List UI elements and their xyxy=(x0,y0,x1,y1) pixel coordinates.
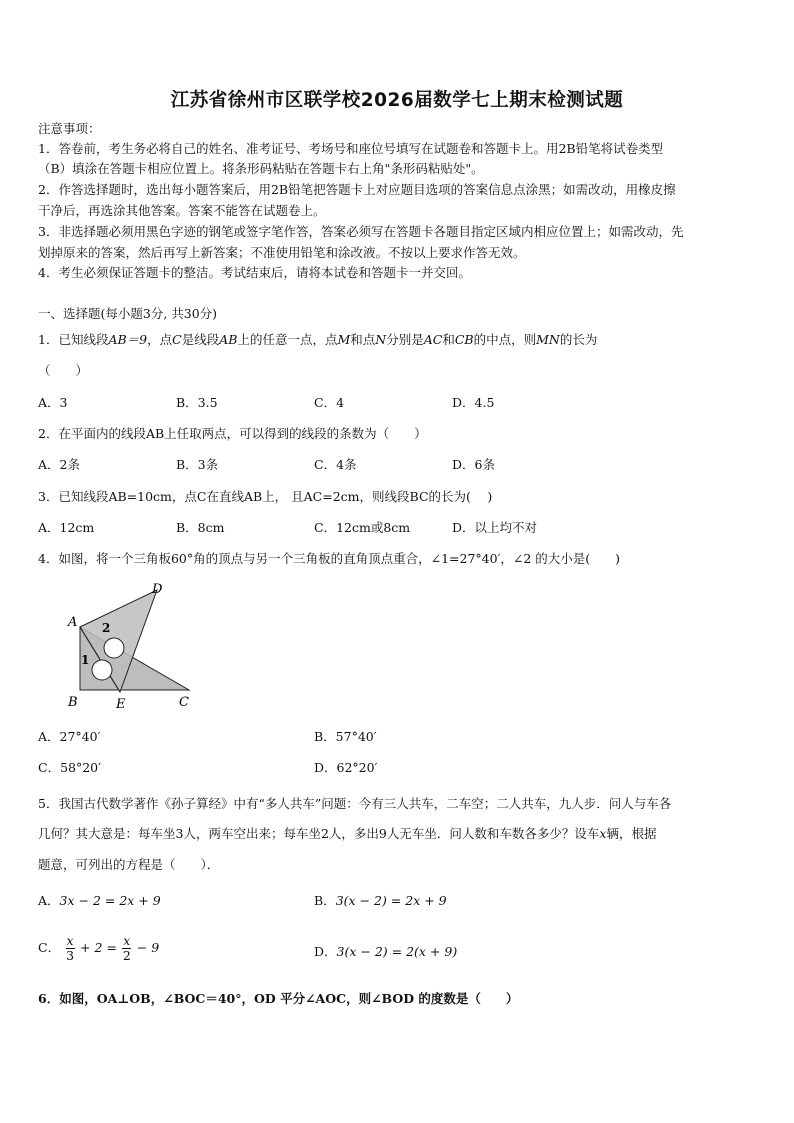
q4-option-d[interactable]: D．62°20′ xyxy=(314,760,378,775)
q1-option-c[interactable]: C．4 xyxy=(314,395,345,410)
angle-2-label: 2 xyxy=(102,621,111,635)
q1-text: 1．已知线段 xyxy=(38,332,109,347)
q1-math: AB＝9 xyxy=(108,332,148,347)
fraction xyxy=(65,934,75,963)
q1-text: 的长为 xyxy=(559,332,598,347)
numerator: x xyxy=(123,933,131,948)
q1-math: AB xyxy=(219,332,238,347)
question-2-stem: 2．在平面内的线段AB上任取两点，可以得到的线段的条数为（ ） xyxy=(38,426,427,441)
notice-line-2b: 干净后，再选涂其他答案。答案不能答在试题卷上。 xyxy=(38,203,326,218)
q1-text: ，点 xyxy=(147,332,173,347)
notice-line-1a: 1．答卷前，考生务必将自己的姓名、准考证号、考场号和座位号填写在试题卷和答题卡上。用2B铅笔将试卷类型 xyxy=(38,141,664,156)
notice-line-1b: （B）填涂在答题卡相应位置上。将条形码粘贴在答题卡右上角"条形码粘贴处"。 xyxy=(38,161,484,176)
triangle-hole xyxy=(92,660,112,680)
question-3-stem: 3．已知线段AB=10cm，点C在直线AB上， 且AC=2cm，则线段BC的长为( ) xyxy=(38,489,493,504)
option-label: C． xyxy=(38,940,61,955)
equation-part: + 2 = xyxy=(80,940,117,955)
triangle-hole xyxy=(104,638,124,658)
question-5-line-1: 5．我国古代数学著作《孙子算经》中有“多人共车”问题：今有三人共车，二车空；二人共车，九人步．问人与车各 xyxy=(38,796,672,811)
q2-option-d[interactable]: D．6条 xyxy=(452,457,495,472)
question-5-line-2 xyxy=(38,825,656,843)
option-label: A． xyxy=(38,893,60,908)
denominator: 3 xyxy=(66,948,75,963)
q2-option-a[interactable]: A．2条 xyxy=(38,457,80,472)
q5-option-c[interactable] xyxy=(38,934,159,963)
question-6-stem: 6．如图，OA⊥OB，∠BOC＝40°，OD 平分∠AOC，则∠BOD 的度数是（ ） xyxy=(38,991,519,1006)
q5-text: 辆，根据 xyxy=(606,826,657,841)
q3-option-a[interactable]: A．12cm xyxy=(38,520,95,535)
notice-line-3a: 3．非选择题必须用黑色字迹的钢笔或签字笔作答，答案必须写在答题卡各题目指定区域内相应位置上；如需改动，先 xyxy=(38,224,684,239)
q1-math: MN xyxy=(536,332,560,347)
equation-part: − 9 xyxy=(136,940,160,955)
label-b: B xyxy=(68,695,78,710)
q1-math: AC xyxy=(423,332,443,347)
label-a: A xyxy=(68,615,78,630)
equation: 3(x − 2) = 2(x + 9) xyxy=(336,944,458,959)
q5-option-a[interactable] xyxy=(38,892,161,910)
q4-option-b[interactable]: B．57°40′ xyxy=(314,729,377,744)
page-title: 江苏省徐州市区联学校2026届数学七上期末检测试题 xyxy=(170,90,624,111)
denominator: 2 xyxy=(122,948,131,963)
q1-math: C xyxy=(172,332,182,347)
q5-option-b[interactable] xyxy=(314,892,447,910)
q1-option-b[interactable]: B．3.5 xyxy=(176,395,218,410)
q1-text: 和点 xyxy=(350,332,376,347)
q5-text: 几何？其大意是：每车坐3人，两车空出来；每车坐2人，多出9人无车坐．问人数和车数各多少？设车 xyxy=(38,826,600,841)
label-e: E xyxy=(116,697,126,712)
q1-text: 和 xyxy=(442,332,455,347)
q4-option-c[interactable]: C．58°20′ xyxy=(38,760,101,775)
option-label: B． xyxy=(314,893,336,908)
q4-option-a[interactable]: A．27°40′ xyxy=(38,729,101,744)
q1-text: 上的任意一点，点 xyxy=(237,332,338,347)
label-c: C xyxy=(179,695,189,710)
equation: 3(x − 2) = 2x + 9 xyxy=(335,893,447,908)
notice-line-3b: 划掉原来的答案，然后再写上新答案；不准使用铅笔和涂改液。不按以上要求作答无效。 xyxy=(38,245,526,260)
angle-1-label: 1 xyxy=(81,653,90,667)
notice-heading: 注意事项： xyxy=(38,121,101,136)
q1-math: CB xyxy=(454,332,474,347)
question-5-line-3: 题意，可列出的方程是（ ）． xyxy=(38,857,220,872)
q5-variable: x xyxy=(599,826,607,841)
fraction xyxy=(122,934,132,963)
q5-option-d[interactable] xyxy=(314,943,457,961)
q1-option-a[interactable]: A．3 xyxy=(38,395,68,410)
option-label: D． xyxy=(314,944,337,959)
q3-option-b[interactable]: B．8cm xyxy=(176,520,225,535)
question-1-paren: （ ） xyxy=(38,363,89,378)
q3-option-d[interactable]: D．以上均不对 xyxy=(452,520,538,535)
triangle-figure xyxy=(56,580,206,715)
q2-option-c[interactable]: C．4条 xyxy=(314,457,357,472)
q1-math: M xyxy=(337,332,351,347)
q1-math: N xyxy=(375,332,387,347)
label-d: D xyxy=(152,582,163,597)
question-4-stem: 4．如图，将一个三角板60°角的顶点与另一个三角板的直角顶点重合，∠1=27°40′，∠2 的大小是( ) xyxy=(38,551,621,566)
notice-line-2a: 2．作答选择题时，选出每小题答案后，用2B铅笔把答题卡上对应题目选项的答案信息点涂黑；如需改动，用橡皮擦 xyxy=(38,182,676,197)
q1-text: 的中点，则 xyxy=(473,332,537,347)
q2-option-b[interactable]: B．3条 xyxy=(176,457,219,472)
numerator: x xyxy=(66,933,74,948)
question-1-stem xyxy=(38,331,597,349)
q1-text: 是线段 xyxy=(181,332,220,347)
notice-line-4: 4．考生必须保证答题卡的整洁。考试结束后，请将本试卷和答题卡一并交回。 xyxy=(38,265,471,280)
equation: 3x − 2 = 2x + 9 xyxy=(59,893,161,908)
section-heading: 一、选择题(每小题3分, 共30分) xyxy=(38,306,218,321)
q1-text: 分别是 xyxy=(386,332,424,347)
q3-option-c[interactable]: C．12cm或8cm xyxy=(314,520,411,535)
q1-option-d[interactable]: D．4.5 xyxy=(452,395,495,410)
